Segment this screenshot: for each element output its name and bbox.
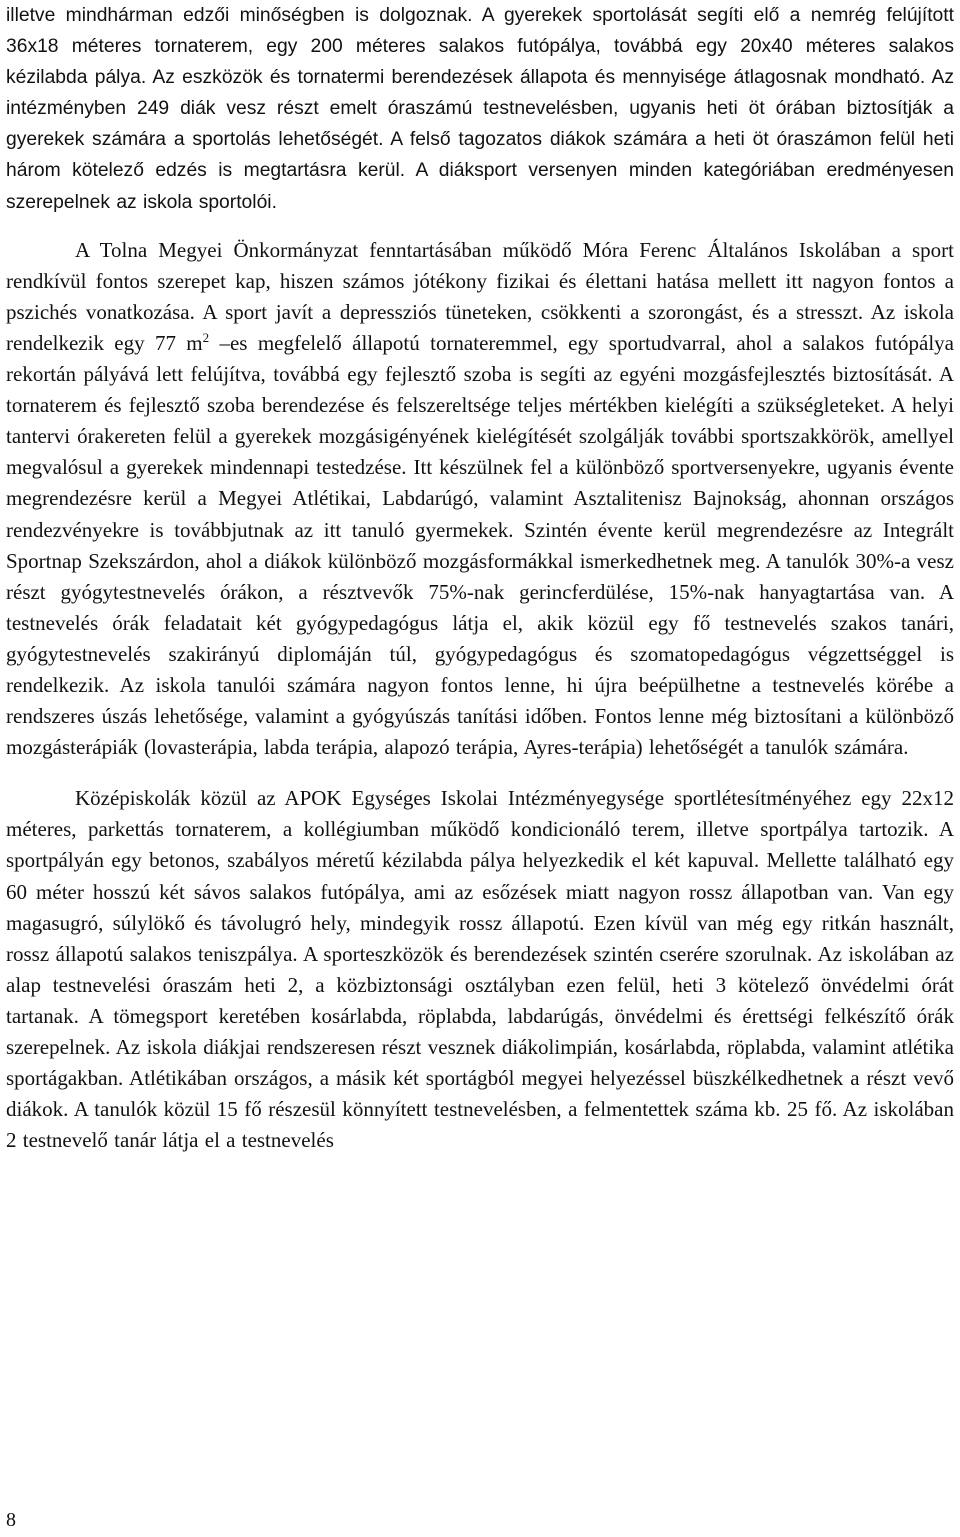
paragraph-mora-ferenc-school xyxy=(6,235,954,764)
paragraph-text-part-1: A Tolna Megyei Önkormányzat fenntartásában működő Móra Ferenc Általános Iskolában a sport rendkívül fontos szerepet kap, hiszen számos jótékony fizikai és élettani hatása mellett itt nagyon fontos a pszichés vonatkozása. A sport javít a depressziós tüneteken, csökkenti a szorongást, és a stresszt. Az iskola rendelkezik egy 77 m xyxy=(6,237,954,355)
paragraph-secondary-schools: Középiskolák közül az APOK Egységes Iskolai Intézményegysége sportlétesítményéhez egy 22x12 méteres, parkettás tornaterem, a kollégiumban működő kondicionáló terem, illetve sportpálya tartozik. A sportpályán egy betonos, szabályos méretű kézilabda pálya helyezkedik el két kapuval. Mellette található egy 60 méter hosszú két sávos salakos futópálya, ami az esőzések miatt nagyon rossz állapotban van. Van egy magasugró, súlylökő és távolugró hely, mindegyik rossz állapotú. Ezen kívül van még egy ritkán használt, rossz állapotú salakos teniszpálya. A sporteszközök és berendezések szintén cserére szorulnak. Az iskolában az alap testnevelési óraszám heti 2, a közbiztonsági osztályban ezen felül, heti 3 kötelező önvédelmi órát tartanak. A tömegsport keretében kosárlabda, röplabda, labdarúgás, önvédelmi és érettségi felkészítő órák szerepelnek. Az iskola diákjai rendszeresen részt vesznek diákolimpián, kosárlabda, röplabda, valamint atlétika sportágakban. Atlétikában országos, a másik két sportágból megyei helyezéssel büszkélkedhetnek a részt vevő diákok. A tanulók közül 15 fő részesül könnyített testnevelésben, a felmentettek száma kb. 25 fő. Az iskolában 2 testnevelő tanár látja el a testnevelés xyxy=(6,786,954,1153)
page-number: 8 xyxy=(6,1509,16,1531)
paragraph-sport-facilities-intro: illetve mindhárman edzői minőségben is dolgoznak. A gyerekek sportolását segíti elő a nemrég felújított 36x18 méteres tornaterem, egy 200 méteres salakos futópálya, továbbá egy 20x40 méteres salakos kézilabda pálya. Az eszközök és tornatermi berendezések állapota és mennyisége átlagosnak mondható. Az intézményben 249 diák vesz részt emelt óraszámú testnevelésben, ugyanis heti öt órában biztosítják a gyerekek számára a sportolás lehetőségét. A felső tagozatos diákok számára a heti öt óraszámon felül heti három kötelező edzés is megtartásra kerül. A diáksport versenyen minden kategóriában eredményesen szerepelnek az iskola sportolói. xyxy=(6,5,954,213)
paragraph-text-part-2: –es megfelelő állapotú tornateremmel, egy sportudvarral, ahol a salakos futópálya rekortán pályává lett felújítva, továbbá egy fejlesztő szoba is segíti az egyéni mozgásfejlesztés biztosítását. A tornaterem és fejlesztő szoba berendezése és felszereltsége teljes mértékben kielégíti a szükségleteket. A helyi tantervi órakereten felül a gyerekek mozgásigényének kielégítését szolgálják további sportszakkörök, amellyel megvalósul a gyerekek mindennapi testedzése. Itt készülnek fel a különböző sportversenyekre, ugyanis évente megrendezésre kerül a Megyei Atlétikai, Labdarúgó, valamint Asztalitenisz Bajnokság, ahonnan országos rendezvényekre is továbbjutnak az itt tanuló gyermekek. Szintén évente kerül megrendezésre az Integrált Sportnap Szekszárdon, ahol a diákok különböző mozgásformákkal ismerkedhetnek meg. A tanulók 30%-a vesz részt gyógytestnevelés órákon, a résztvevők 75%-nak gerincferdülése, 15%-nak hanyagtartása van. A testnevelés órák feladatait két gyógypedagógus látja el, akik közül egy fő testnevelés szakos tanári, gyógytestnevelés szakirányú diplomáján túl, gyógypedagógus és szomatopedagógus végzettséggel is rendelkezik. Az iskola tanulói számára nagyon fontos lenne, hi újra beépülhetne a testnevelés körébe a rendszeres úszás lehetősége, valamint a gyógyúszás tanítási időben. Fontos lenne még biztosítani a különböző mozgásterápiák (lovasterápia, labda terápia, alapozó terápia, Ayres-terápia) lehetőségét a tanulók számára. xyxy=(6,330,954,760)
superscript-square-meter: 2 xyxy=(202,329,210,345)
document-page xyxy=(6,0,954,1156)
